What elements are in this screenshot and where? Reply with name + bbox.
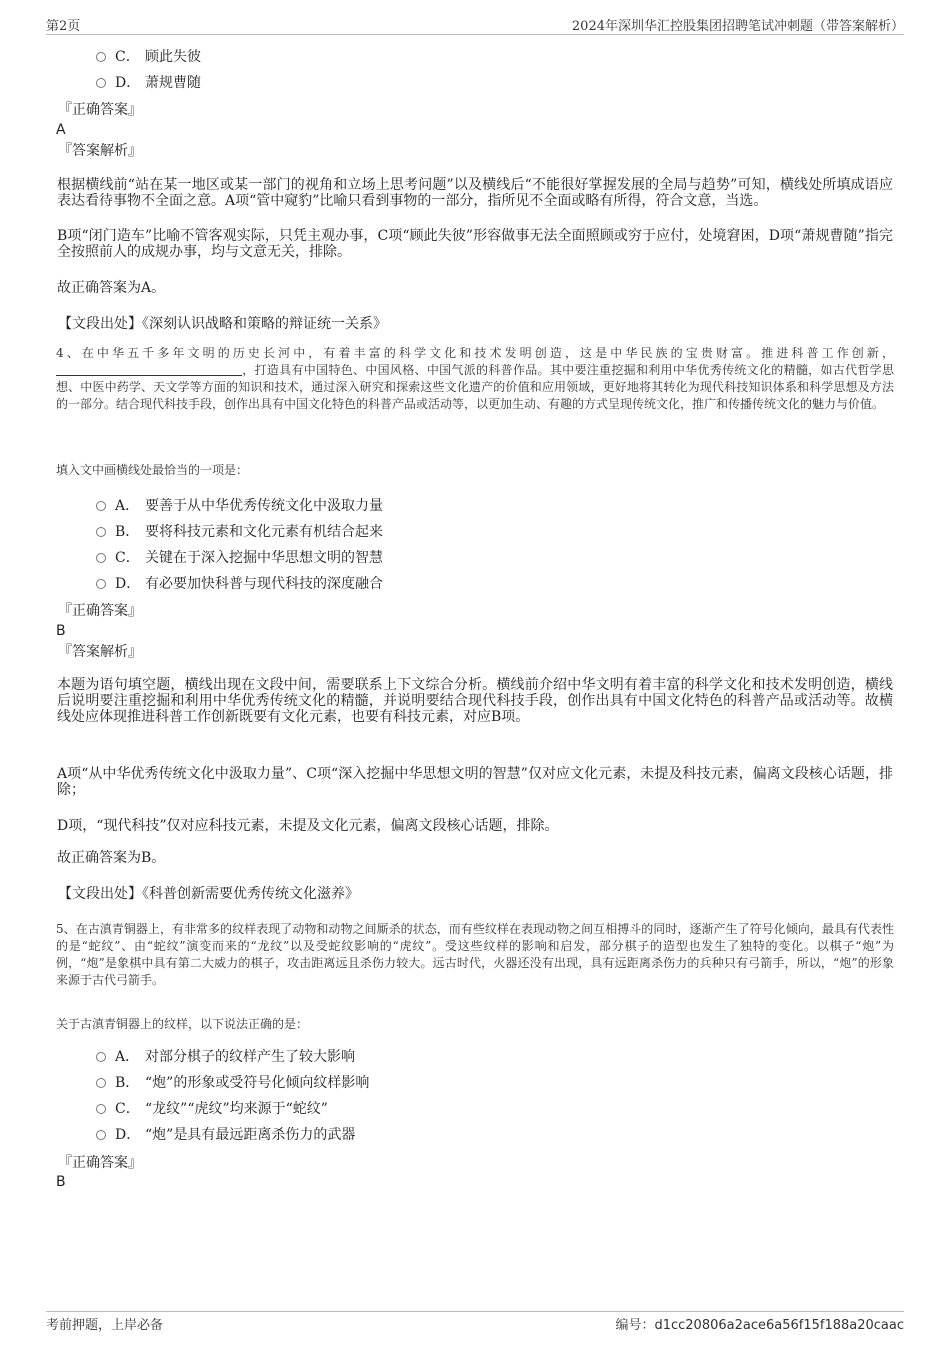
document-title: 2024年深圳华汇控股集团招聘笔试冲刺题（带答案解析）	[571, 19, 904, 34]
footer-code: 编号：d1cc20806a2ace6a56f15f188a20caac	[615, 1318, 904, 1333]
radio-icon[interactable]	[96, 1078, 106, 1088]
radio-icon[interactable]	[96, 1104, 106, 1114]
q4-option-a[interactable]: A． 要善于从中华优秀传统文化中汲取力量	[96, 497, 383, 515]
q3-answer-label: 『正确答案』	[58, 102, 142, 118]
q4-analysis-label: 『答案解析』	[58, 644, 142, 660]
q4-option-c[interactable]: C． 关键在于深入挖掘中华思想文明的智慧	[96, 549, 383, 567]
q3-option-c[interactable]: C． 顾此失彼	[96, 48, 201, 66]
page-number: 第2页	[46, 19, 81, 34]
footer-rule	[46, 1311, 904, 1312]
q3-analysis-paragraph: 根据横线前“站在某一地区或某一部门的视角和立场上思考问题”以及横线后“不能很好掌握发展的全局与趋势”可知，横线处所填成语应表达看待事物不全面之意。A项“管中窥豹”比喻只看到事物的一部分，指所见不全面或略有所得，符合文意，当选。	[57, 177, 893, 209]
q4-question: 填入文中画横线处最恰当的一项是：	[56, 463, 249, 477]
q4-analysis-paragraph: 本题为语句填空题，横线出现在文段中间，需要联系上下文综合分析。横线前介绍中华文明有着丰富的科学文化和技术发明创造，横线后说明要注重挖掘和利用中华优秀传统文化的精髓，并说明要结合现代科技手段，创作出具有中国文化特色的科普产品或活动等。故横线处应体现推进科普工作创新既要有文化元素，也要有科技元素，对应B项。	[57, 677, 893, 725]
q3-analysis-label: 『答案解析』	[58, 143, 142, 159]
q5-answer: B	[56, 1174, 66, 1190]
q3-answer: A	[56, 122, 66, 138]
q4-source: 【文段出处】《科普创新需要优秀传统文化滋养》	[58, 886, 359, 902]
footer-slogan: 考前押题，上岸必备	[46, 1318, 164, 1333]
q4-analysis-paragraph: D项，“现代科技”仅对应科技元素，未提及文化元素，偏离文段核心话题，排除。	[57, 818, 559, 834]
q5-answer-label: 『正确答案』	[58, 1155, 142, 1171]
q3-analysis-paragraph: 故正确答案为A。	[57, 280, 166, 296]
radio-icon[interactable]	[96, 52, 106, 62]
q5-option-c[interactable]: C． “龙纹”“虎纹”均来源于“蛇纹”	[96, 1100, 328, 1118]
q4-answer-label: 『正确答案』	[58, 603, 142, 619]
q5-question: 关于古滇青铜器上的纹样，以下说法正确的是：	[56, 1017, 309, 1031]
radio-icon[interactable]	[96, 1052, 106, 1062]
q5-stem: 5、在古滇青铜器上，有非常多的纹样表现了动物和动物之间厮杀的状态，而有些纹样在表现动物之间互相搏斗的同时，逐渐产生了符号化倾向，最具有代表性的是“蛇纹”、由“蛇纹”演变而来的“龙纹”以及受蛇纹影响的“虎纹”。受这些纹样的影响和启发，部分棋子的造型也发生了独特的变化。以棋子“炮”为例，“炮”是象棋中具有第二大威力的棋子，攻击距离远且杀伤力较大。远古时代，火器还没有出现，具有远距离杀伤力的兵种只有弓箭手，所以，“炮”的形象来源于古代弓箭手。	[56, 922, 894, 987]
radio-icon[interactable]	[96, 553, 106, 563]
header-rule	[46, 34, 904, 35]
q4-stem: 4、在中华五千多年文明的历史长河中，有着丰富的科学文化和技术发明创造，这是中华民族的宝贵财富。推进科普工作创新，，打造具有中国特色、中国风格、中国气派的科普作品。其中要注重挖掘和利用中华优秀传统文化的精髓，如古代哲学思想、中医中药学、天文学等方面的知识和技术，通过深入研究和探索这些文化遗产的价值和应用领域，更好地将其转化为现代科技知识体系和科学思想及方法的一部分。结合现代科技手段，创作出具有中国文化特色的科普产品或活动等，以更加生动、有趣的方式呈现传统文化，推广和传播传统文化的魅力与价值。	[56, 346, 894, 411]
q4-option-d[interactable]: D． 有必要加快科普与现代科技的深度融合	[96, 575, 383, 593]
q5-option-d[interactable]: D． “炮”是具有最远距离杀伤力的武器	[96, 1126, 355, 1144]
q3-option-d[interactable]: D． 萧规曹随	[96, 74, 201, 92]
q4-analysis-paragraph: 故正确答案为B。	[57, 850, 166, 866]
radio-icon[interactable]	[96, 501, 106, 511]
radio-icon[interactable]	[96, 527, 106, 537]
q5-option-a[interactable]: A． 对部分棋子的纹样产生了较大影响	[96, 1048, 355, 1066]
q4-analysis-paragraph: A项“从中华优秀传统文化中汲取力量”、C项“深入挖掘中华思想文明的智慧”仅对应文化元素，未提及科技元素，偏离文段核心话题，排除；	[57, 766, 893, 798]
q4-option-b[interactable]: B． 要将科技元素和文化元素有机结合起来	[96, 523, 383, 541]
q3-analysis-paragraph: B项“闭门造车”比喻不管客观实际，只凭主观办事，C项“顾此失彼”形容做事无法全面照顾或穷于应付，处境窘困，D项“萧规曹随”指完全按照前人的成规办事，均与文意无关，排除。	[57, 228, 893, 260]
fill-blank	[56, 363, 242, 376]
radio-icon[interactable]	[96, 78, 106, 88]
radio-icon[interactable]	[96, 1130, 106, 1140]
q4-answer: B	[56, 623, 66, 639]
radio-icon[interactable]	[96, 579, 106, 589]
q3-source: 【文段出处】《深刻认识战略和策略的辩证统一关系》	[58, 316, 387, 332]
q5-option-b[interactable]: B． “炮”的形象或受符号化倾向纹样影响	[96, 1074, 369, 1092]
